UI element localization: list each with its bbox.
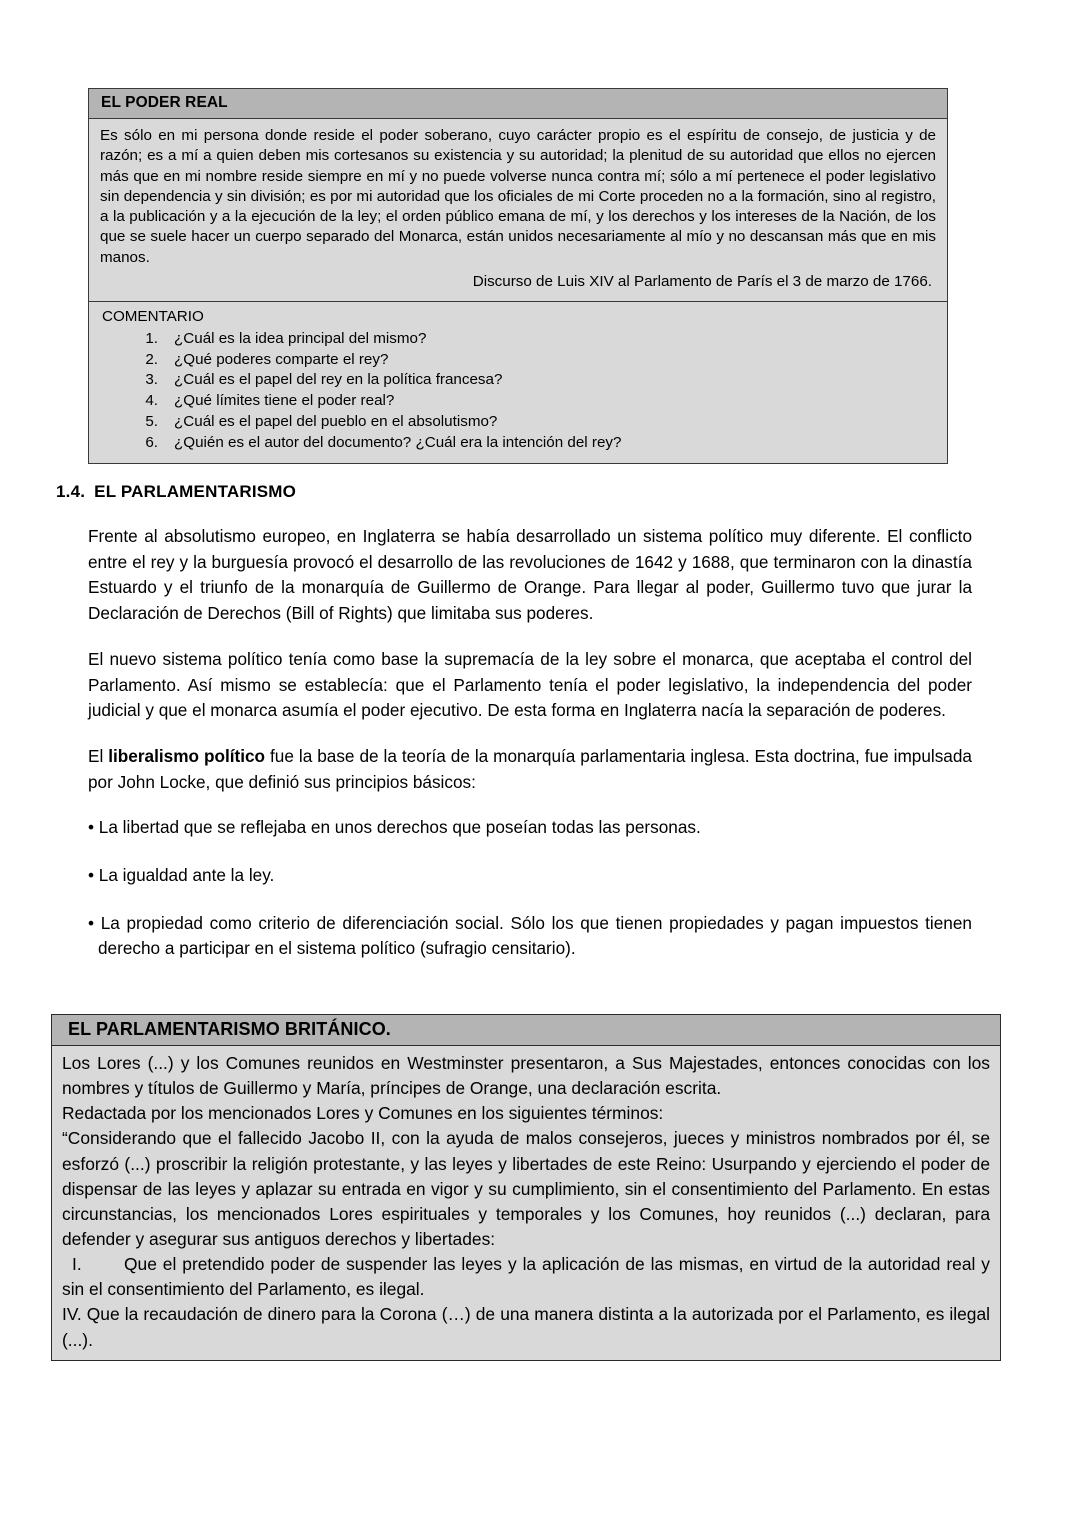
section-heading: [56, 482, 296, 502]
article-number: I.: [72, 1254, 82, 1275]
source-document-box-poder-real: [88, 88, 948, 464]
section-body: [88, 524, 972, 962]
source-box-title: EL PODER REAL: [89, 89, 947, 119]
article-text: Que el pretendido poder de suspender las leyes y la aplicación de las mismas, en virtud de la autoridad real y sin el consentimiento del Parlamento, es ilegal.: [62, 1254, 990, 1300]
bullet-item-3: • La propiedad como criterio de diferenciación social. Sólo los que tienen propiedades y pagan impuestos tienen derecho a participar en el sistema político (sufragio censitario).: [88, 912, 972, 959]
paragraph-1: Frente al absolutismo europeo, en Inglaterra se había desarrollado un sistema político muy diferente. El conflicto entre el rey y la burguesía provocó el desarrollo de las revoluciones de 1642 y 1688, que terminaron con la dinastía Estuardo y el triunfo de la monarquía de Guillermo de Orange. Para llegar al poder, Guillermo tuvo que jurar la Declaración de Derechos (Bill of Rights) que limitaba sus poderes.: [88, 526, 972, 624]
section-number: 1.4.: [56, 482, 86, 501]
paragraph-3-pre: El: [88, 745, 109, 766]
source-article-4: IV. Que la recaudación de dinero para la Corona (…) de una manera distinta a la autorizada por el Parlamento, es ilegal (...).: [62, 1304, 990, 1350]
comment-title: COMENTARIO: [102, 308, 204, 326]
question-number: 1.: [145, 329, 158, 347]
source-paragraph-3: “Considerando que el fallecido Jacobo II, con la ayuda de malos consejeros, jueces y ministros nombrados por él, se esforzó (...) proscribir la religión protestante, y las leyes y libertades de este Reino: Usurpando y ejerciendo el poder de dispensar de las leyes y aplazar su entrada en vigor y su cumplimiento, sin el consentimiento del Parlamento. En estas circunstancias, los mencionados Lores espirituales y temporales y los Comunes, hoy reunidos (...) declaran, para defender y asegurar sus antiguos derechos y libertades:: [62, 1128, 990, 1249]
question-text: ¿Qué límites tiene el poder real?: [174, 392, 395, 410]
question-number: 5.: [145, 413, 158, 431]
paragraph-2: El nuevo sistema político tenía como base la supremacía de la ley sobre el monarca, que aceptaba el control del Parlamento. Así mismo se establecía: que el Parlamento tenía el poder legislativo, la independencia del poder judicial y que el monarca asumía el poder ejecutivo. De esta forma en Inglaterra nacía la separación de poderes.: [88, 648, 972, 721]
question-number: 6.: [145, 433, 158, 451]
source-quote-section: [89, 119, 947, 301]
question-text: ¿Qué poderes comparte el rey?: [174, 350, 389, 368]
question-text: ¿Quién es el autor del documento? ¿Cuál era la intención del rey?: [174, 433, 622, 451]
question-number: 3.: [145, 371, 158, 389]
source-attribution: Discurso de Luis XIV al Parlamento de París el 3 de marzo de 1766.: [472, 272, 932, 290]
paragraph-3: [88, 744, 972, 795]
source-document-box-parlamentarismo: [51, 1014, 1001, 1361]
question-number: 2.: [145, 350, 158, 368]
list-item: [100, 433, 936, 454]
comment-question-list: [100, 329, 936, 454]
comment-section: [89, 301, 947, 462]
paragraph-3-emphasis: liberalismo político: [108, 745, 266, 766]
page-title: EL PARLAMENTARISMO: [94, 482, 297, 501]
source-quote-text: Es sólo en mi persona donde reside el poder soberano, cuyo carácter propio es el espíritu de consejo, de justicia y de razón; es a mí a quien deben mis cortesanos su existencia y su autoridad; la plenitud de su autoridad que ellos no ejercen más que en mi nombre reside siempre en mí y no puede volverse nunca contra mí; sólo a mí pertenece el poder legislativo sin dependencia y sin división; es por mi autoridad que los oficiales de mi Corte proceden no a la formación, sino al registro, a la publicación y a la ejecución de la ley; el orden público emana de mí, y los derechos y los intereses de la Nación, de los que se suele hacer un cuerpo separado del Monarca, están unidos necesariamente al mío y no descansan más que en mis manos.: [100, 127, 936, 266]
list-item: [100, 329, 936, 350]
source-box-body: [52, 1046, 1000, 1360]
source-paragraph-2: Redactada por los mencionados Lores y Comunes en los siguientes términos:: [62, 1103, 664, 1124]
source-box-title: EL PARLAMENTARISMO BRITÁNICO.: [52, 1015, 1000, 1046]
source-article-1: [62, 1252, 990, 1302]
list-item: [100, 370, 936, 391]
list-item: [100, 391, 936, 412]
list-item: [100, 412, 936, 433]
bullet-item-1: • La libertad que se reflejaba en unos derechos que poseían todas las personas.: [88, 817, 701, 838]
bullet-item-2: • La igualdad ante la ley.: [88, 865, 275, 886]
question-number: 4.: [145, 392, 158, 410]
source-paragraph-1: Los Lores (...) y los Comunes reunidos en Westminster presentaron, a Sus Majestades, entonces conocidas con los nombres y títulos de Guillermo y María, príncipes de Orange, una declaración escrita.: [62, 1053, 990, 1099]
list-item: [100, 350, 936, 371]
question-text: ¿Cuál es la idea principal del mismo?: [174, 329, 427, 347]
question-text: ¿Cuál es el papel del rey en la política francesa?: [174, 371, 503, 389]
paragraph-3-post: fue la base de la teoría de la monarquía parlamentaria inglesa. Esta doctrina, fue impulsada por John Locke, que definió sus principios básicos:: [88, 745, 972, 792]
question-text: ¿Cuál es el papel del pueblo en el absolutismo?: [174, 413, 498, 431]
